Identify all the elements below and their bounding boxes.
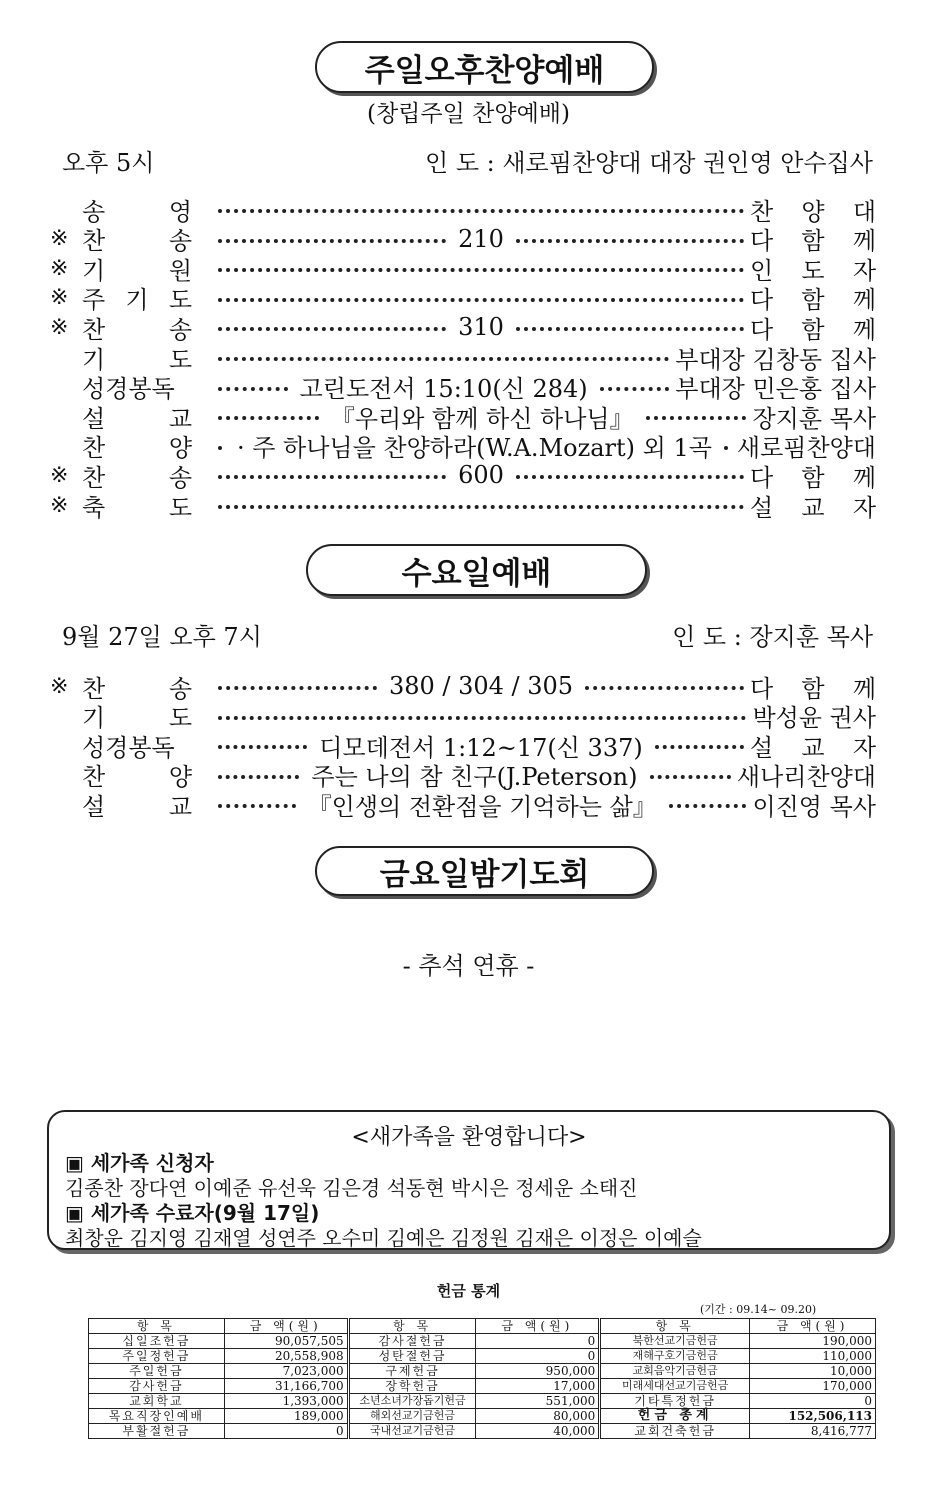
order-item-person-char: 인 <box>750 256 774 285</box>
offering-name: 소년소녀가장돕기헌금 <box>348 1394 476 1409</box>
order-item-label-part: 찬 <box>82 463 106 492</box>
dotted-leader <box>724 446 731 450</box>
dotted-leader <box>646 416 747 420</box>
sunday-service-subtitle: (창립주일 찬양예배) <box>366 101 570 127</box>
order-item-label-part: 송 <box>168 227 192 256</box>
offering-name: 해외선교기금헌금 <box>348 1409 476 1424</box>
offering-amount: 20,558,908 <box>224 1349 348 1364</box>
order-item-label-part: 찬 <box>82 227 106 256</box>
column-header-item: 항 목 <box>89 1319 225 1334</box>
order-item-person-char: 교 <box>801 493 825 522</box>
sunday-service-time: 오후 5시 <box>62 149 155 177</box>
offering-name: 목요직장인예배 <box>89 1409 225 1424</box>
stand-mark: ※ <box>50 285 69 311</box>
order-item-label-part: 송 <box>168 674 192 703</box>
order-item-detail: 주는 나의 참 친구(J.Peterson) <box>311 763 638 792</box>
order-item-label-part: 기 <box>82 345 106 374</box>
dotted-leader <box>218 387 288 391</box>
order-item-detail: 디모데전서 1:12~17(신 337) <box>319 733 643 762</box>
friday-service-note: - 추석 연휴 - <box>402 952 535 980</box>
order-item-label-part: 설 <box>82 792 106 821</box>
order-item-label-part: 축 <box>82 493 106 522</box>
offering-stats-title: 헌금 통계 <box>436 1282 501 1300</box>
order-item-person: 새로핌찬양대 <box>736 434 876 463</box>
offering-amount: 189,000 <box>224 1409 348 1424</box>
order-item-person-char: 자 <box>852 493 876 522</box>
order-item <box>50 760 876 790</box>
offering-amount: 170,000 <box>750 1379 876 1394</box>
order-item-detail: 『인생의 전환점을 기억하는 삶』 <box>307 792 657 821</box>
dotted-leader <box>218 475 446 479</box>
order-item <box>50 789 876 819</box>
stand-mark: ※ <box>50 492 69 518</box>
offering-amount: 551,000 <box>476 1394 600 1409</box>
offering-name: 성탄절헌금 <box>348 1349 476 1364</box>
welcome-title: <새가족을 환영합니다> <box>351 1125 587 1150</box>
order-item-person: 이진영 목사 <box>752 792 876 821</box>
offering-amount: 17,000 <box>476 1379 600 1394</box>
order-item-person-char: 다 <box>750 463 774 492</box>
order-item <box>50 372 876 402</box>
order-item-person-char: 함 <box>801 315 825 344</box>
offering-stats-period: (기간 : 09.14~ 09.20) <box>700 1303 817 1316</box>
table-header-row <box>89 1319 876 1334</box>
order-item <box>50 701 876 731</box>
order-item-person-char: 함 <box>801 286 825 315</box>
order-item-person-char: 자 <box>852 733 877 762</box>
order-item-person-char: 다 <box>750 315 774 344</box>
offering-stats-table <box>88 1318 876 1439</box>
order-item-label-part: 찬 <box>82 315 106 344</box>
table-row <box>89 1349 876 1364</box>
stand-mark: ※ <box>50 462 69 488</box>
offering-name: 재해구호기금헌금 <box>600 1349 750 1364</box>
dotted-leader <box>218 239 446 243</box>
table-row <box>89 1394 876 1409</box>
order-item-detail: 310 <box>458 313 504 342</box>
offering-name: 십일조헌금 <box>89 1334 225 1349</box>
graduates-names: 최창운 김지영 김재열 성연주 오수미 김예은 김정원 김재은 이정은 이예슬 <box>65 1226 702 1250</box>
stand-mark: ※ <box>50 226 69 252</box>
order-item-label-part: 송 <box>82 197 106 226</box>
order-item <box>50 431 876 461</box>
order-item-label-part: 찬 <box>82 434 106 463</box>
table-row <box>89 1364 876 1379</box>
order-item-person-char: 께 <box>852 227 876 256</box>
offering-amount: 10,000 <box>750 1364 876 1379</box>
table-row <box>89 1379 876 1394</box>
order-item <box>50 253 876 283</box>
order-item <box>50 194 876 224</box>
order-item-label-part: 성경봉독 <box>82 733 175 762</box>
stand-mark: ※ <box>50 314 69 340</box>
dotted-leader <box>650 775 731 779</box>
order-item-label-part: 찬 <box>82 763 106 792</box>
dotted-leader <box>516 475 744 479</box>
order-item-person: 장지훈 목사 <box>752 404 877 433</box>
order-item-label-part: 교 <box>168 404 192 433</box>
dotted-leader <box>218 716 746 720</box>
offering-amount: 110,000 <box>750 1349 876 1364</box>
offering-name: 주일정헌금 <box>89 1349 225 1364</box>
order-item-person-char: 도 <box>801 256 825 285</box>
wednesday-service-time: 9월 27일 오후 7시 <box>62 623 262 651</box>
column-header-amount: 금 액(원) <box>750 1319 876 1334</box>
offering-name: 기타특정헌금 <box>600 1394 750 1409</box>
order-item-label-part: 영 <box>168 197 192 226</box>
dotted-leader <box>655 745 744 749</box>
offering-name: 교회건축헌금 <box>600 1424 750 1439</box>
column-header-item: 항 목 <box>600 1319 750 1334</box>
dotted-leader <box>218 446 225 450</box>
offering-name: 부활절헌금 <box>89 1424 225 1439</box>
order-item-label-part: 기 <box>125 286 149 315</box>
order-item-label-part: 설 <box>82 404 106 433</box>
order-item-detail: 380 / 304 / 305 <box>388 672 574 700</box>
dotted-leader <box>218 327 446 331</box>
welcome-box <box>47 1110 891 1250</box>
order-item-label-part: 교 <box>168 792 192 821</box>
dotted-leader <box>218 775 299 779</box>
dotted-leader <box>600 387 670 391</box>
order-item-person-char: 설 <box>750 493 774 522</box>
order-item <box>50 490 876 520</box>
order-item <box>50 671 876 701</box>
order-item-label-part: 양 <box>168 763 192 792</box>
order-item-person: 부대장 민은홍 집사 <box>675 375 877 404</box>
column-header-item: 항 목 <box>348 1319 476 1334</box>
offering-name: 구제헌금 <box>348 1364 476 1379</box>
offering-name: 장학헌금 <box>348 1379 476 1394</box>
order-item-label-part: 성경봉독 <box>82 375 175 404</box>
order-item-label-part: 도 <box>168 704 192 733</box>
dotted-leader <box>669 804 747 808</box>
dotted-leader <box>218 745 307 749</box>
column-header-amount: 금 액(원) <box>476 1319 600 1334</box>
stand-mark: ※ <box>50 255 69 281</box>
dotted-leader <box>218 357 669 361</box>
order-item-person <box>750 488 876 523</box>
offering-amount: 40,000 <box>476 1424 600 1439</box>
wednesday-service-title: 수요일예배 <box>306 544 647 596</box>
order-item-detail: · 주 하나님을 찬양하라(W.A.Mozart) 외 1곡 <box>236 434 712 463</box>
offering-name: 국내선교기금헌금 <box>348 1424 476 1439</box>
dotted-leader <box>516 327 744 331</box>
order-item-label-part: 도 <box>168 493 192 522</box>
offering-amount: 1,393,000 <box>224 1394 348 1409</box>
offering-amount: 0 <box>476 1349 600 1364</box>
order-item-label-part: 도 <box>168 286 192 315</box>
offering-amount: 0 <box>224 1424 348 1439</box>
order-item-label-part: 기 <box>82 704 106 733</box>
order-item-person-char: 함 <box>801 227 825 256</box>
offering-name: 헌금 총계 <box>600 1409 750 1424</box>
order-item-person-char: 께 <box>852 674 876 703</box>
order-item-person-char: 다 <box>750 227 774 256</box>
order-item <box>50 342 876 372</box>
order-item-person-char: 다 <box>750 286 774 315</box>
sunday-service-leader: 인 도 : 새로핌찬양대 대장 권인영 안수집사 <box>425 149 873 177</box>
order-item <box>50 224 876 254</box>
order-item <box>50 460 876 490</box>
order-item <box>50 283 876 313</box>
offering-amount: 152,506,113 <box>750 1409 876 1424</box>
offering-name: 감사헌금 <box>89 1379 225 1394</box>
order-item-label-part: 찬 <box>82 674 106 703</box>
order-item <box>50 730 876 760</box>
offering-amount: 190,000 <box>750 1334 876 1349</box>
order-item-detail: 210 <box>458 224 504 253</box>
order-item-detail: 600 <box>458 461 504 490</box>
offering-amount: 0 <box>476 1334 600 1349</box>
offering-amount: 8,416,777 <box>750 1424 876 1439</box>
order-item-label-part: 주 <box>82 286 106 315</box>
order-item-person: 새나리찬양대 <box>736 763 876 792</box>
order-item-person-char: 교 <box>801 733 825 762</box>
order-item-person-char: 함 <box>801 674 825 703</box>
order-item-person: 박성윤 권사 <box>752 704 876 733</box>
order-item-person-char: 다 <box>750 674 774 703</box>
order-item-person-char: 자 <box>852 256 876 285</box>
sunday-service-title: 주일오후찬양예배 <box>315 41 654 93</box>
dotted-leader <box>218 209 744 213</box>
order-item-label-part: 도 <box>168 345 192 374</box>
offering-amount: 0 <box>750 1394 876 1409</box>
dotted-leader <box>218 804 296 808</box>
dotted-leader <box>585 686 744 690</box>
graduates-heading: ▣ 세가족 수료자(9월 17일) <box>65 1201 320 1225</box>
dotted-leader <box>516 239 744 243</box>
order-item <box>50 312 876 342</box>
wednesday-service-leader: 인 도 : 장지훈 목사 <box>672 623 873 651</box>
dotted-leader <box>218 298 744 302</box>
order-item <box>50 401 876 431</box>
order-item-label <box>82 488 192 523</box>
order-item-detail: 고린도전서 15:10(신 284) <box>299 375 588 404</box>
offering-amount: 950,000 <box>476 1364 600 1379</box>
order-item-person: 부대장 김창동 집사 <box>675 345 876 374</box>
order-item-person-char: 함 <box>801 463 825 492</box>
order-item-person-char: 찬 <box>750 197 774 226</box>
order-item-label-part: 송 <box>168 463 192 492</box>
order-item-label-part: 기 <box>82 256 106 285</box>
table-row <box>89 1409 876 1424</box>
order-item-person-char: 께 <box>852 463 876 492</box>
order-item-label <box>82 787 192 822</box>
offering-amount: 80,000 <box>476 1409 600 1424</box>
applicants-names: 김종찬 장다연 이예준 유선욱 김은경 석동현 박시은 정세운 소태진 <box>65 1176 638 1200</box>
order-item-detail: 『우리와 함께 하신 하나님』 <box>330 404 634 433</box>
order-item-label-part: 원 <box>168 256 192 285</box>
order-item-person-char: 설 <box>750 733 774 762</box>
dotted-leader <box>218 416 319 420</box>
order-item-label-part: 양 <box>168 434 192 463</box>
order-item-label-part: 송 <box>168 315 192 344</box>
offering-name: 미래세대선교기금헌금 <box>600 1379 750 1394</box>
order-item-person-char: 께 <box>852 286 876 315</box>
offering-amount: 31,166,700 <box>224 1379 348 1394</box>
offering-name: 교회음악기금헌금 <box>600 1364 750 1379</box>
order-item-person-char: 대 <box>852 197 876 226</box>
column-header-amount: 금 액(원) <box>224 1319 348 1334</box>
offering-name: 감사절헌금 <box>348 1334 476 1349</box>
friday-service-title: 금요일밤기도회 <box>315 846 654 896</box>
applicants-heading: ▣ 세가족 신청자 <box>65 1151 214 1175</box>
offering-amount: 7,023,000 <box>224 1364 348 1379</box>
offering-name: 교회학교 <box>89 1394 225 1409</box>
offering-amount: 90,057,505 <box>224 1334 348 1349</box>
dotted-leader <box>218 686 377 690</box>
offering-name: 북한선교기금헌금 <box>600 1334 750 1349</box>
offering-name: 주일헌금 <box>89 1364 225 1379</box>
order-item-person-char: 양 <box>801 197 825 226</box>
table-row <box>89 1334 876 1349</box>
order-item-person-char: 께 <box>852 315 876 344</box>
table-row <box>89 1424 876 1439</box>
dotted-leader <box>218 505 744 509</box>
stand-mark: ※ <box>50 673 69 699</box>
dotted-leader <box>218 268 744 272</box>
